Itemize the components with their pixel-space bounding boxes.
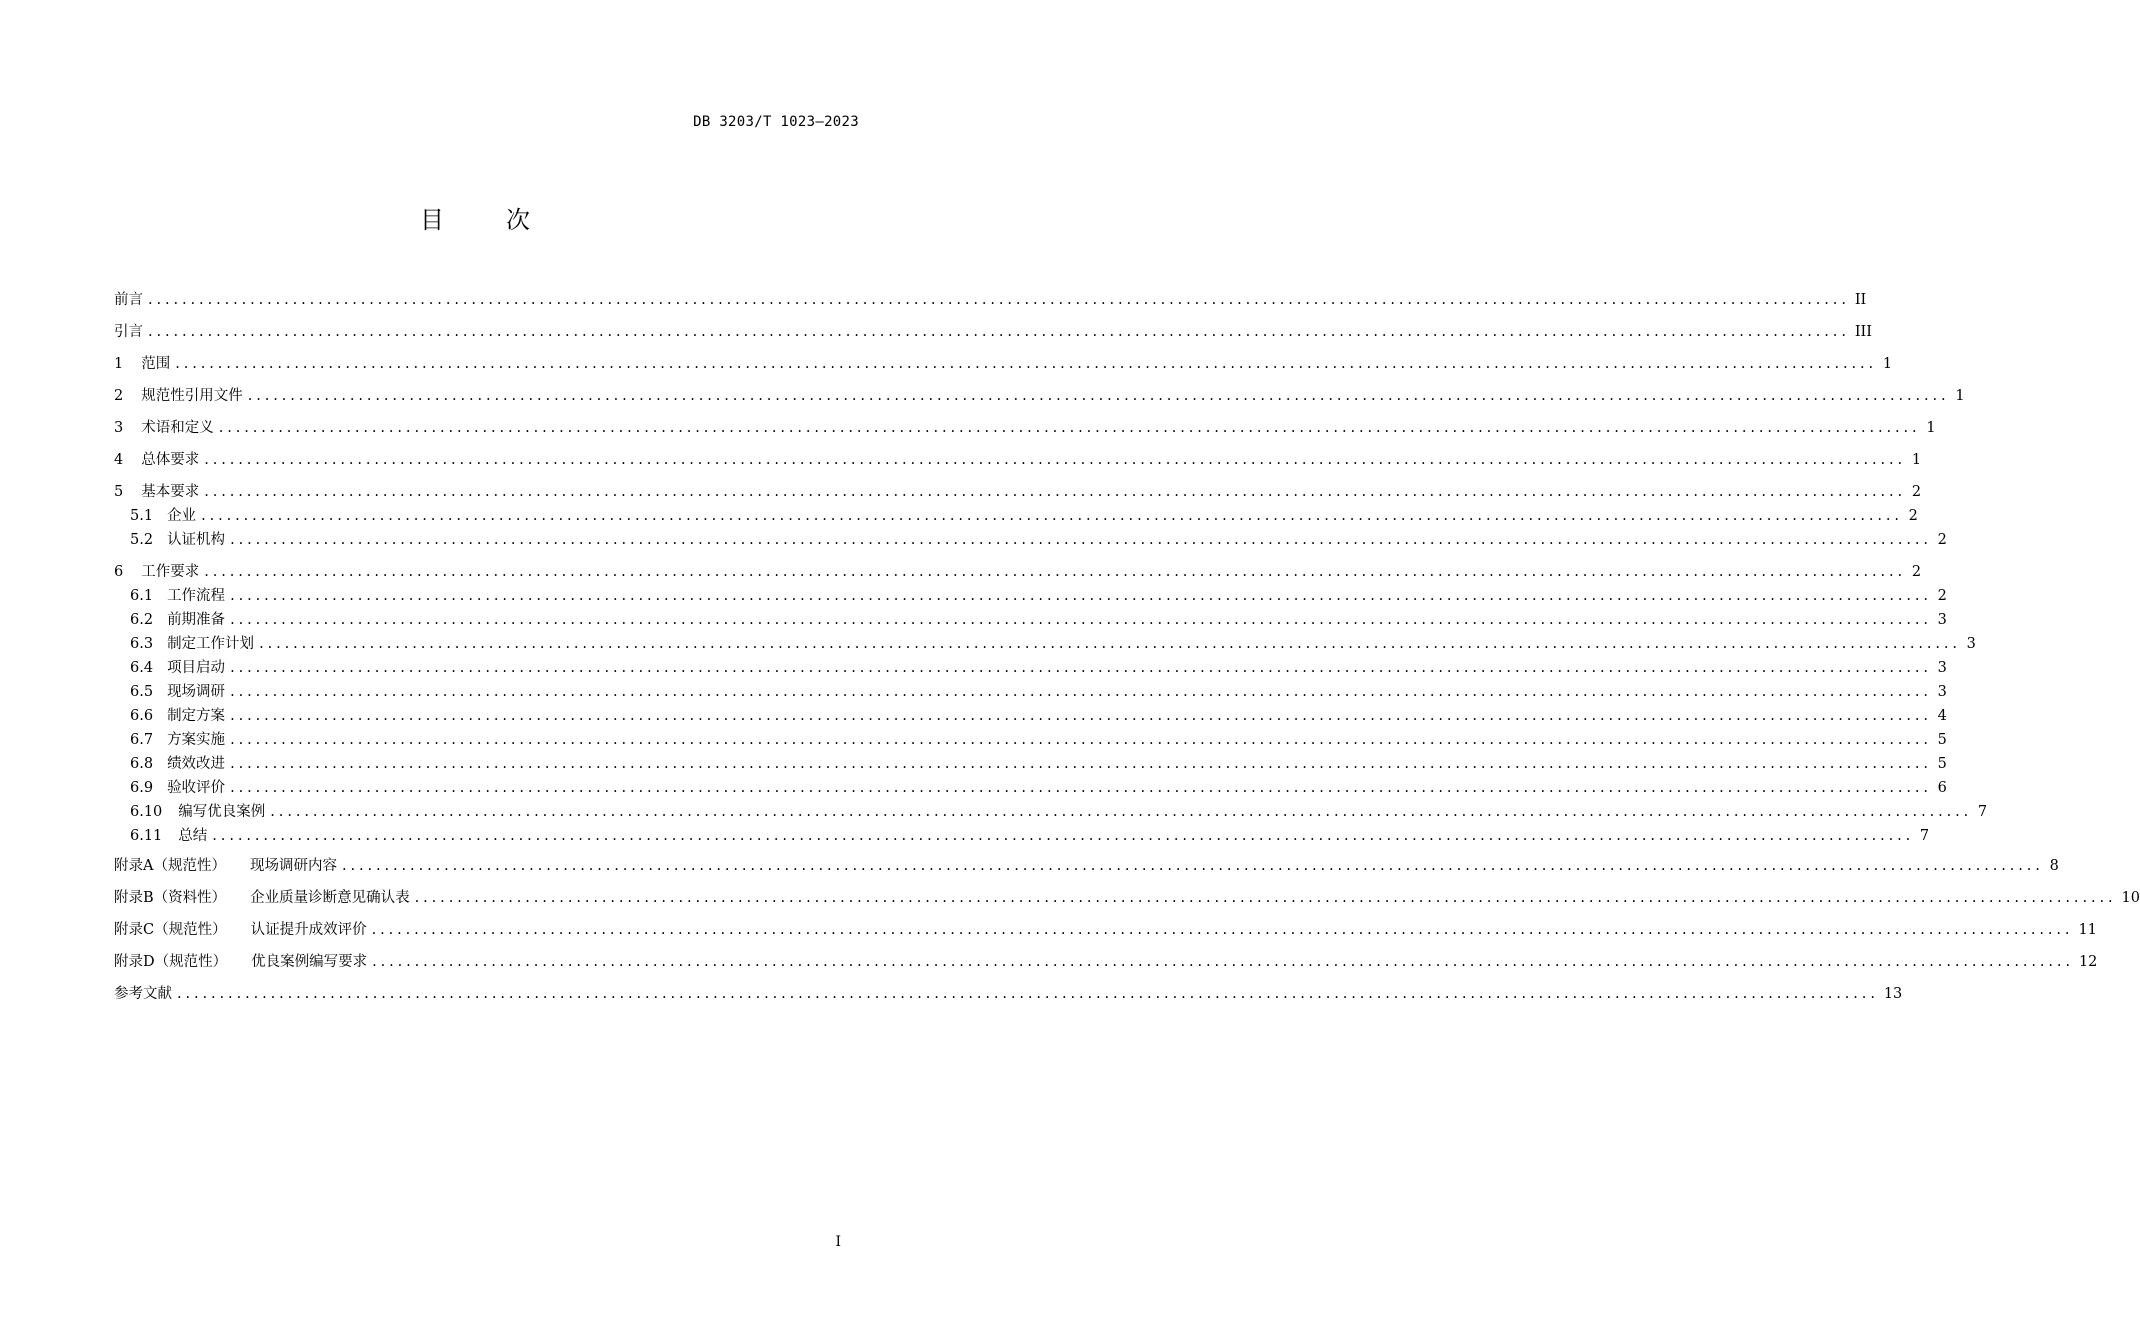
toc-entry-number: 6.1 <box>130 588 154 604</box>
toc-entry[interactable] <box>130 505 1918 527</box>
toc-entry-page: 2 <box>1908 508 1918 524</box>
toc-leader-dots: ........................................................................................................................................................................................................ <box>247 388 1950 404</box>
toc-entry-number: 5 <box>114 484 124 500</box>
toc-leader-dots: ........................................................................................................................................................................................................ <box>230 732 1932 748</box>
toc-entry[interactable] <box>114 561 1922 583</box>
toc-entry-page: II <box>1854 292 1867 308</box>
toc-entry-number: 6.9 <box>130 780 154 796</box>
toc-entry-label: 绩效改进 <box>167 756 226 772</box>
toc-entry[interactable] <box>114 385 1965 407</box>
toc-entry-label: 范围 <box>141 356 171 372</box>
toc-entry-label: 工作流程 <box>167 588 226 604</box>
toc-entry-label: 现场调研内容 <box>249 858 337 874</box>
toc-entry[interactable] <box>114 919 2097 941</box>
toc-entry-label: 方案实施 <box>167 732 226 748</box>
toc-entry-number: 1 <box>114 356 124 372</box>
toc-entry-label: 参考文献 <box>114 986 172 1002</box>
toc-entry[interactable] <box>114 481 1922 503</box>
toc-leader-dots: ........................................................................................................................................................................................................ <box>372 954 2074 970</box>
toc-entry-page: 2 <box>1937 532 1947 548</box>
toc-entry[interactable] <box>130 705 1947 727</box>
document-id: DB 3203/T 1023—2023 <box>693 114 859 130</box>
toc-entry-page: 3 <box>1937 660 1947 676</box>
toc-entry-page: 7 <box>1919 828 1930 844</box>
toc-entry-number: 5.2 <box>130 532 154 548</box>
toc-leader-dots: ........................................................................................................................................................................................................ <box>230 756 1932 772</box>
toc-leader-dots: ........................................................................................................................................................................................................ <box>371 922 2074 938</box>
toc-leader-dots: ........................................................................................................................................................................................................ <box>230 612 1932 628</box>
toc-leader-dots: ........................................................................................................................................................................................................ <box>230 660 1932 676</box>
toc-entry-page: 1 <box>1911 452 1922 468</box>
toc-entry-page: 1 <box>1926 420 1936 436</box>
toc-leader-dots: ........................................................................................................................................................................................................ <box>204 452 1907 468</box>
toc-entry-number: 6.4 <box>130 660 154 676</box>
toc-entry-label: 总结 <box>178 828 208 844</box>
toc-leader-dots: ........................................................................................................................................................................................................ <box>175 356 1878 372</box>
toc-entry[interactable] <box>130 681 1947 703</box>
page-number: I <box>835 1234 841 1250</box>
toc-entry-number: 附录A（规范性） <box>114 858 226 874</box>
toc-entry-label: 编写优良案例 <box>178 804 266 820</box>
toc-entry-number: 6.5 <box>130 684 154 700</box>
toc-entry-number: 6 <box>114 564 124 580</box>
toc-entry[interactable] <box>114 951 2098 973</box>
toc-entry-page: 5 <box>1937 756 1947 772</box>
toc-entry-label: 项目启动 <box>167 660 226 676</box>
toc-leader-dots: ........................................................................................................................................................................................................ <box>414 890 2117 906</box>
toc-entry-page: 1 <box>1955 388 1965 404</box>
toc-leader-dots: ........................................................................................................................................................................................................ <box>230 588 1932 604</box>
toc-leader-dots: ........................................................................................................................................................................................................ <box>148 292 1850 308</box>
toc-entry[interactable] <box>130 529 1947 551</box>
toc-entry-label: 术语和定义 <box>141 420 214 436</box>
toc-entry-number: 附录B（资料性） <box>114 890 227 906</box>
toc-leader-dots: ........................................................................................................................................................................................................ <box>177 986 1879 1002</box>
toc-entry[interactable] <box>114 983 1903 1005</box>
toc-entry[interactable] <box>130 585 1947 607</box>
toc-entry[interactable] <box>114 855 2059 877</box>
toc-entry[interactable] <box>114 449 1922 471</box>
toc-entry-page: 12 <box>2078 954 2098 970</box>
toc-entry-page: 2 <box>1937 588 1947 604</box>
toc-entry-number: 6.3 <box>130 636 154 652</box>
toc-entry[interactable] <box>114 353 1893 375</box>
toc-entry-label: 基本要求 <box>141 484 200 500</box>
toc-entry-label: 前期准备 <box>167 612 226 628</box>
toc-entry-page: 2 <box>1911 564 1922 580</box>
toc-entry-label: 企业质量诊断意见确认表 <box>250 890 410 906</box>
toc-entry-number: 3 <box>114 420 124 436</box>
toc-entry-page: 10 <box>2121 890 2140 906</box>
toc-leader-dots: ........................................................................................................................................................................................................ <box>212 828 1915 844</box>
toc-leader-dots: ........................................................................................................................................................................................................ <box>230 708 1932 724</box>
toc-entry[interactable] <box>114 289 1867 311</box>
toc-leader-dots: ........................................................................................................................................................................................................ <box>204 564 1907 580</box>
toc-leader-dots: ........................................................................................................................................................................................................ <box>341 858 2044 874</box>
toc-leader-dots: ........................................................................................................................................................................................................ <box>230 684 1932 700</box>
toc-entry-label: 引言 <box>114 324 143 340</box>
toc-leader-dots: ........................................................................................................................................................................................................ <box>148 324 1850 340</box>
toc-entry[interactable] <box>130 657 1947 679</box>
toc-entry-page: 7 <box>1977 804 1988 820</box>
toc-entry[interactable] <box>130 609 1947 631</box>
toc-entry-label: 优良案例编写要求 <box>251 954 368 970</box>
toc-entry-number: 附录C（规范性） <box>114 922 227 938</box>
toc-entry-label: 规范性引用文件 <box>141 388 243 404</box>
toc-entry-page: 2 <box>1911 484 1922 500</box>
toc-entry-number: 6.7 <box>130 732 154 748</box>
toc-entry-page: 4 <box>1937 708 1947 724</box>
toc-entry-number: 附录D（规范性） <box>114 954 228 970</box>
toc-entry-page: 6 <box>1937 780 1947 796</box>
toc-entry-label: 总体要求 <box>141 452 200 468</box>
toc-entry-page: 11 <box>2078 922 2097 938</box>
toc-entry-number: 6.2 <box>130 612 154 628</box>
toc-entry-label: 企业 <box>167 508 197 524</box>
toc-leader-dots: ........................................................................................................................................................................................................ <box>270 804 1973 820</box>
toc-leader-dots: ........................................................................................................................................................................................................ <box>218 420 1921 436</box>
toc-leader-dots: ........................................................................................................................................................................................................ <box>259 636 1961 652</box>
toc-entry-page: III <box>1854 324 1873 340</box>
toc-entry-page: 5 <box>1937 732 1947 748</box>
toc-leader-dots: ........................................................................................................................................................................................................ <box>230 780 1932 796</box>
toc-entry-label: 前言 <box>114 292 143 308</box>
toc-entry-number: 2 <box>114 388 124 404</box>
toc-entry-label: 工作要求 <box>141 564 200 580</box>
toc-entry[interactable] <box>130 777 1947 799</box>
toc-entry-label: 制定工作计划 <box>167 636 255 652</box>
toc-entry-page: 3 <box>1937 612 1947 628</box>
toc-entry-page: 3 <box>1966 636 1976 652</box>
toc-entry[interactable] <box>130 729 1947 751</box>
toc-leader-dots: ........................................................................................................................................................................................................ <box>204 484 1907 500</box>
toc-entry[interactable] <box>130 753 1947 775</box>
toc-entry-page: 1 <box>1882 356 1893 372</box>
toc-leader-dots: ........................................................................................................................................................................................................ <box>201 508 1903 524</box>
toc-entry[interactable] <box>130 801 1988 823</box>
toc-entry-number: 6.8 <box>130 756 154 772</box>
toc-leader-dots: ........................................................................................................................................................................................................ <box>230 532 1932 548</box>
toc-entry-number: 6.10 <box>130 804 163 820</box>
toc-entry[interactable] <box>114 417 1936 439</box>
toc-entry[interactable] <box>114 321 1873 343</box>
toc-entry-page: 8 <box>2049 858 2059 874</box>
toc-entry-number: 6.6 <box>130 708 154 724</box>
toc-entry-page: 3 <box>1937 684 1947 700</box>
toc-entry-page: 13 <box>1883 986 1903 1002</box>
toc-entry[interactable] <box>130 825 1930 847</box>
toc-entry-label: 制定方案 <box>167 708 226 724</box>
toc-entry[interactable] <box>114 887 2140 909</box>
toc-entry[interactable] <box>130 633 1976 655</box>
toc-entry-label: 现场调研 <box>167 684 226 700</box>
page-title: 目次 <box>420 206 592 234</box>
toc-entry-label: 认证提升成效评价 <box>250 922 367 938</box>
toc-entry-label: 验收评价 <box>167 780 226 796</box>
toc-entry-number: 4 <box>114 452 124 468</box>
toc-entry-number: 6.11 <box>130 828 163 844</box>
toc-entry-label: 认证机构 <box>167 532 226 548</box>
toc-entry-number: 5.1 <box>130 508 154 524</box>
